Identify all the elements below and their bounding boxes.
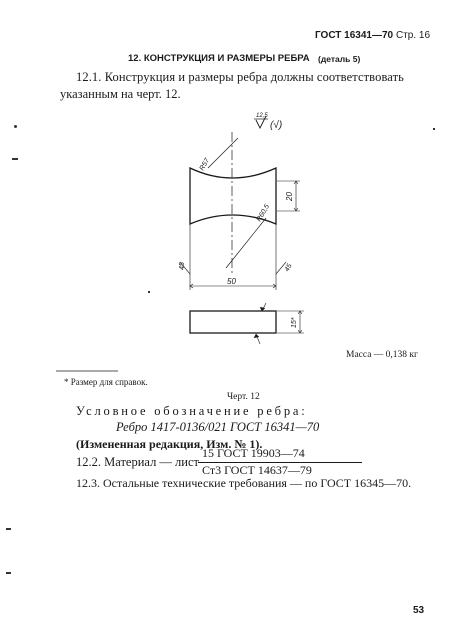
- footnote: * Размер для справок.: [64, 377, 148, 387]
- para-12-2-prefix: 12.2. Материал — лист: [76, 455, 199, 469]
- header-page-label: Стр. 16: [396, 30, 431, 41]
- roughness-symbol: (√): [270, 120, 283, 131]
- dim-45-right: 45: [283, 262, 294, 273]
- roughness-mark: [254, 113, 282, 131]
- dim-r60-5: R60,5: [255, 203, 272, 223]
- dim-r57: R57: [198, 157, 212, 172]
- para-12-3: 12.3. Остальные технические требования — по ГОСТ 16345—70.: [76, 476, 412, 490]
- roughness-value: 12,5: [256, 113, 268, 119]
- para-12-1-line2: указанным на черт. 12.: [60, 87, 181, 101]
- material-denominator: Ст3 ГОСТ 14637—79: [202, 463, 312, 477]
- rib-side-view: [190, 311, 276, 333]
- mass-note: Масса — 0,138 кг: [346, 350, 418, 360]
- material-numerator: 15 ГОСТ 19903—74: [202, 446, 305, 460]
- dim-45-left: 45: [179, 262, 186, 270]
- designation-value: Ребро 1417-0136/021 ГОСТ 16341—70: [116, 420, 320, 434]
- header-standard: ГОСТ 16341—70: [315, 30, 394, 41]
- page-number: 53: [413, 605, 425, 616]
- designation-label: Условное обозначение ребра:: [76, 404, 308, 418]
- amended-note: (Измененная редакция, Изм. № 1).: [76, 437, 263, 451]
- figure-caption: Черт. 12: [227, 392, 260, 402]
- section-title: 12. КОНСТРУКЦИЯ И РАЗМЕРЫ РЕБРА: [128, 53, 310, 64]
- dim-50: 50: [227, 277, 236, 286]
- dim-15: 15*: [291, 317, 298, 328]
- dim-20: 20: [285, 192, 294, 201]
- section-title-detail: (деталь 5): [318, 54, 361, 64]
- para-12-1-line1: 12.1. Конструкция и размеры ребра должны соответствовать: [76, 70, 404, 84]
